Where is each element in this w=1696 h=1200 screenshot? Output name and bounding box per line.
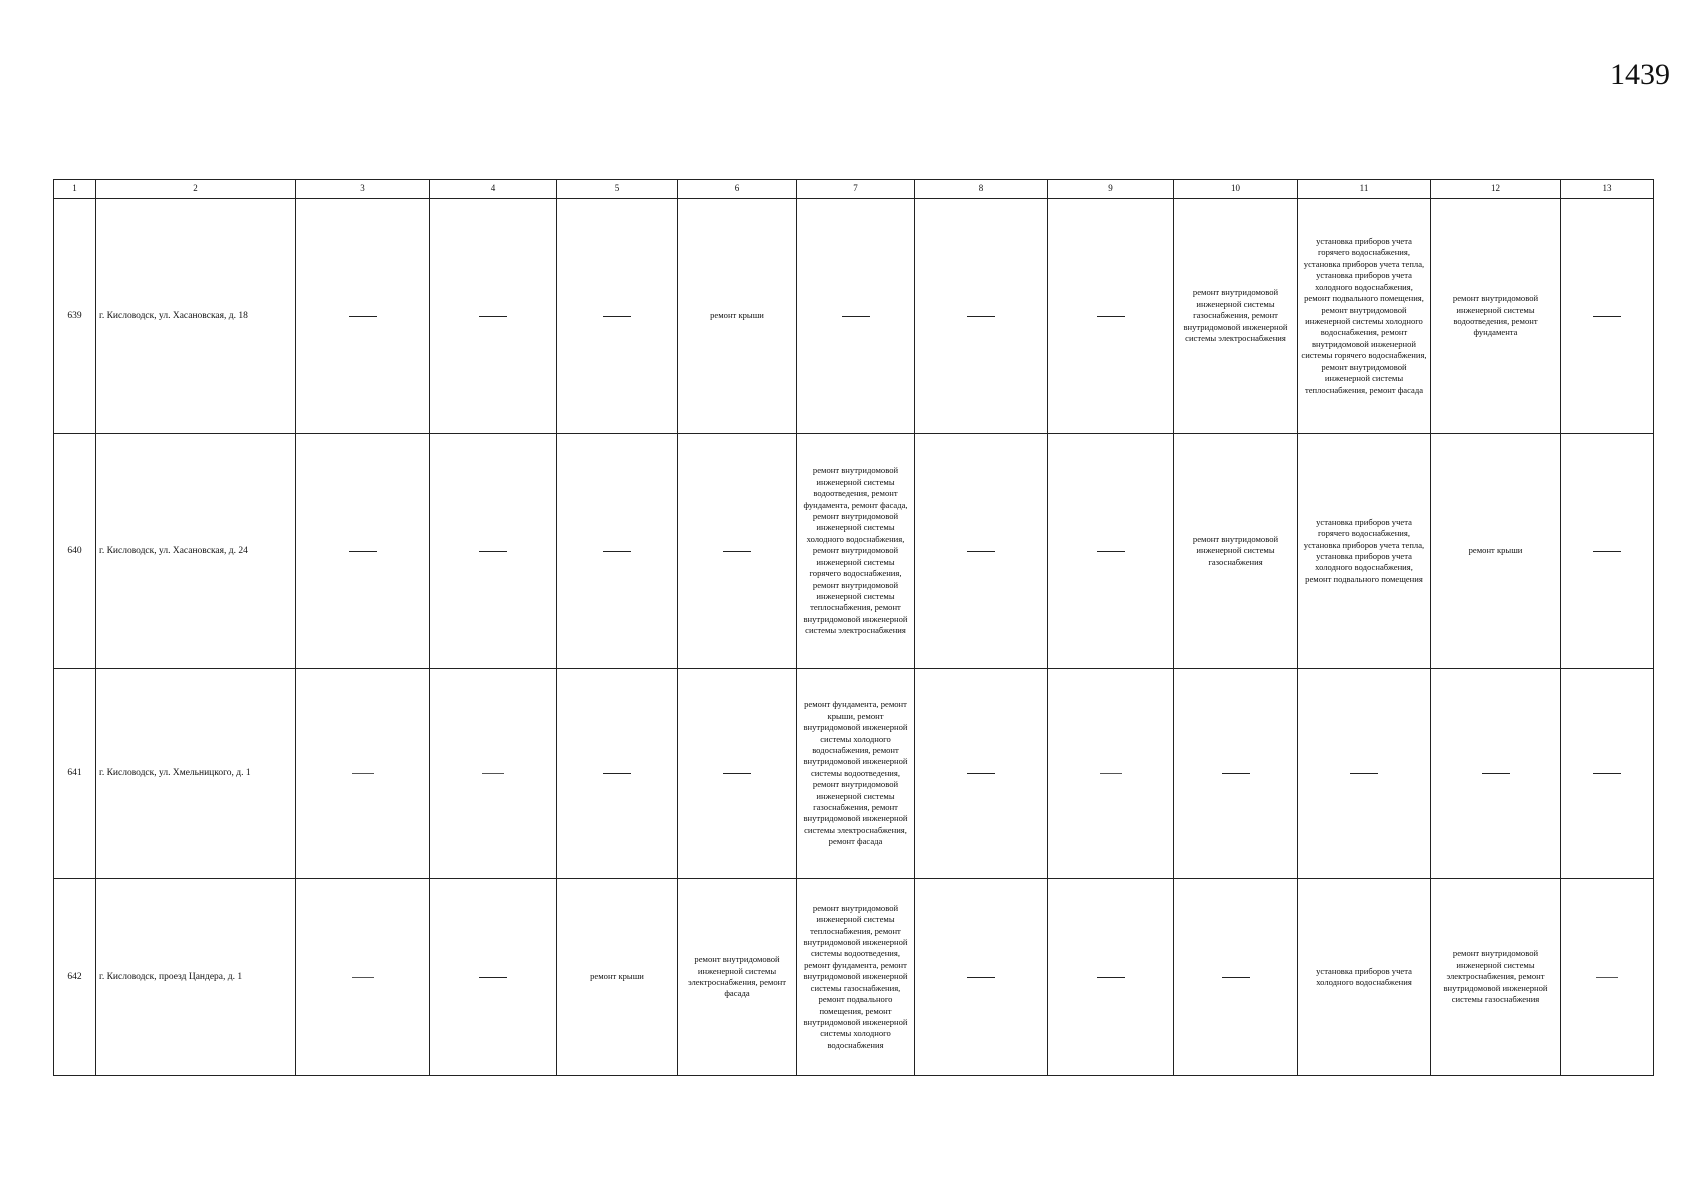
row-number: 640 xyxy=(54,434,96,669)
row-number: 641 xyxy=(54,669,96,879)
column-header: 13 xyxy=(1561,180,1654,199)
address-cell: г. Кисловодск, ул. Хасановская, д. 18 xyxy=(96,199,296,434)
empty-cell xyxy=(678,669,797,879)
empty-cell xyxy=(915,879,1048,1076)
dash-mark xyxy=(842,316,870,317)
dash-mark xyxy=(967,977,995,978)
dash-mark xyxy=(479,977,507,978)
empty-cell xyxy=(1174,879,1298,1076)
table-row xyxy=(54,669,1654,879)
dash-mark xyxy=(352,977,374,978)
column-header: 8 xyxy=(915,180,1048,199)
empty-cell xyxy=(296,199,430,434)
empty-cell xyxy=(1048,879,1174,1076)
empty-cell xyxy=(1431,669,1561,879)
column-header: 7 xyxy=(797,180,915,199)
column-number-row xyxy=(54,180,1654,199)
dash-mark xyxy=(1097,977,1125,978)
table-row xyxy=(54,879,1654,1076)
dash-mark xyxy=(479,551,507,552)
empty-cell xyxy=(557,669,678,879)
empty-cell xyxy=(430,434,557,669)
dash-mark xyxy=(603,316,631,317)
empty-cell xyxy=(797,199,915,434)
dash-mark xyxy=(482,773,504,774)
empty-cell xyxy=(1561,879,1654,1076)
work-cell: ремонт внутридомовой инженерной системы теплоснабжения, ремонт внутридомовой инженерной системы водоотведения, ремонт фундамента, ремонт внутридомовой инженерной системы газоснабжения, ремонт подвального помещения, ремонт внутридомовой инженерной системы холодного водоснабжения xyxy=(797,879,915,1076)
work-cell: ремонт крыши xyxy=(678,199,797,434)
address-cell: г. Кисловодск, проезд Цандера, д. 1 xyxy=(96,879,296,1076)
empty-cell xyxy=(1561,199,1654,434)
dash-mark xyxy=(1350,773,1378,774)
work-cell: ремонт внутридомовой инженерной системы водоотведения, ремонт фундамента xyxy=(1431,199,1561,434)
dash-mark xyxy=(1482,773,1510,774)
dash-mark xyxy=(1100,773,1122,774)
empty-cell xyxy=(678,434,797,669)
repair-schedule-table xyxy=(53,179,1654,1076)
column-header: 12 xyxy=(1431,180,1561,199)
work-cell: ремонт внутридомовой инженерной системы газоснабжения, ремонт внутридомовой инженерной системы электроснабжения xyxy=(1174,199,1298,434)
dash-mark xyxy=(1593,773,1621,774)
dash-mark xyxy=(967,551,995,552)
empty-cell xyxy=(1174,669,1298,879)
column-header: 3 xyxy=(296,180,430,199)
address-cell: г. Кисловодск, ул. Хмельницкого, д. 1 xyxy=(96,669,296,879)
dash-mark xyxy=(967,316,995,317)
empty-cell xyxy=(915,199,1048,434)
column-header: 10 xyxy=(1174,180,1298,199)
dash-mark xyxy=(1593,551,1621,552)
empty-cell xyxy=(1561,434,1654,669)
dash-mark xyxy=(479,316,507,317)
dash-mark xyxy=(349,316,377,317)
page-number: 1439 xyxy=(1610,58,1670,91)
column-header: 9 xyxy=(1048,180,1174,199)
empty-cell xyxy=(296,879,430,1076)
empty-cell xyxy=(430,879,557,1076)
column-header: 6 xyxy=(678,180,797,199)
column-header: 5 xyxy=(557,180,678,199)
empty-cell xyxy=(1048,669,1174,879)
empty-cell xyxy=(557,434,678,669)
empty-cell xyxy=(1298,669,1431,879)
dash-mark xyxy=(1593,316,1621,317)
work-cell: ремонт фундамента, ремонт крыши, ремонт внутридомовой инженерной системы холодного водоснабжения, ремонт внутридомовой инженерной системы водоотведения, ремонт внутридомовой инженерной системы газоснабжения, ремонт внутридомовой инженерной системы электроснабжения, ремонт фасада xyxy=(797,669,915,879)
work-cell: ремонт крыши xyxy=(1431,434,1561,669)
column-header: 2 xyxy=(96,180,296,199)
address-cell: г. Кисловодск, ул. Хасановская, д. 24 xyxy=(96,434,296,669)
dash-mark xyxy=(603,773,631,774)
dash-mark xyxy=(967,773,995,774)
column-header: 11 xyxy=(1298,180,1431,199)
dash-mark xyxy=(603,551,631,552)
dash-mark xyxy=(1097,551,1125,552)
dash-mark xyxy=(723,773,751,774)
work-cell: установка приборов учета холодного водоснабжения xyxy=(1298,879,1431,1076)
work-cell: ремонт внутридомовой инженерной системы газоснабжения xyxy=(1174,434,1298,669)
column-header: 4 xyxy=(430,180,557,199)
empty-cell xyxy=(430,669,557,879)
table-row xyxy=(54,199,1654,434)
work-cell: ремонт крыши xyxy=(557,879,678,1076)
empty-cell xyxy=(430,199,557,434)
empty-cell xyxy=(1048,199,1174,434)
column-header: 1 xyxy=(54,180,96,199)
dash-mark xyxy=(1097,316,1125,317)
empty-cell xyxy=(296,434,430,669)
dash-mark xyxy=(1222,773,1250,774)
empty-cell xyxy=(1561,669,1654,879)
work-cell: установка приборов учета горячего водоснабжения, установка приборов учета тепла, установка приборов учета холодного водоснабжения, ремонт подвального помещения xyxy=(1298,434,1431,669)
row-number: 642 xyxy=(54,879,96,1076)
dash-mark xyxy=(1596,977,1618,978)
table-row xyxy=(54,434,1654,669)
dash-mark xyxy=(349,551,377,552)
empty-cell xyxy=(1048,434,1174,669)
dash-mark xyxy=(352,773,374,774)
work-cell: ремонт внутридомовой инженерной системы электроснабжения, ремонт фасада xyxy=(678,879,797,1076)
empty-cell xyxy=(915,669,1048,879)
row-number: 639 xyxy=(54,199,96,434)
work-cell: установка приборов учета горячего водоснабжения, установка приборов учета тепла, установка приборов учета холодного водоснабжения, ремонт подвального помещения, ремонт внутридомовой инженерной системы холодного водоснабжения, ремонт внутридомовой инженерной системы горячего водоснабжения, ремонт внутридомовой инженерной системы теплоснабжения, ремонт фасада xyxy=(1298,199,1431,434)
empty-cell xyxy=(296,669,430,879)
empty-cell xyxy=(557,199,678,434)
empty-cell xyxy=(915,434,1048,669)
dash-mark xyxy=(1222,977,1250,978)
work-cell: ремонт внутридомовой инженерной системы электроснабжения, ремонт внутридомовой инженерной системы газоснабжения xyxy=(1431,879,1561,1076)
work-cell: ремонт внутридомовой инженерной системы водоотведения, ремонт фундамента, ремонт фасада, ремонт внутридомовой инженерной системы холодного водоснабжения, ремонт внутридомовой инженерной системы горячего водоснабжения, ремонт внутридомовой инженерной системы теплоснабжения, ремонт внутридомовой инженерной системы электроснабжения xyxy=(797,434,915,669)
dash-mark xyxy=(723,551,751,552)
